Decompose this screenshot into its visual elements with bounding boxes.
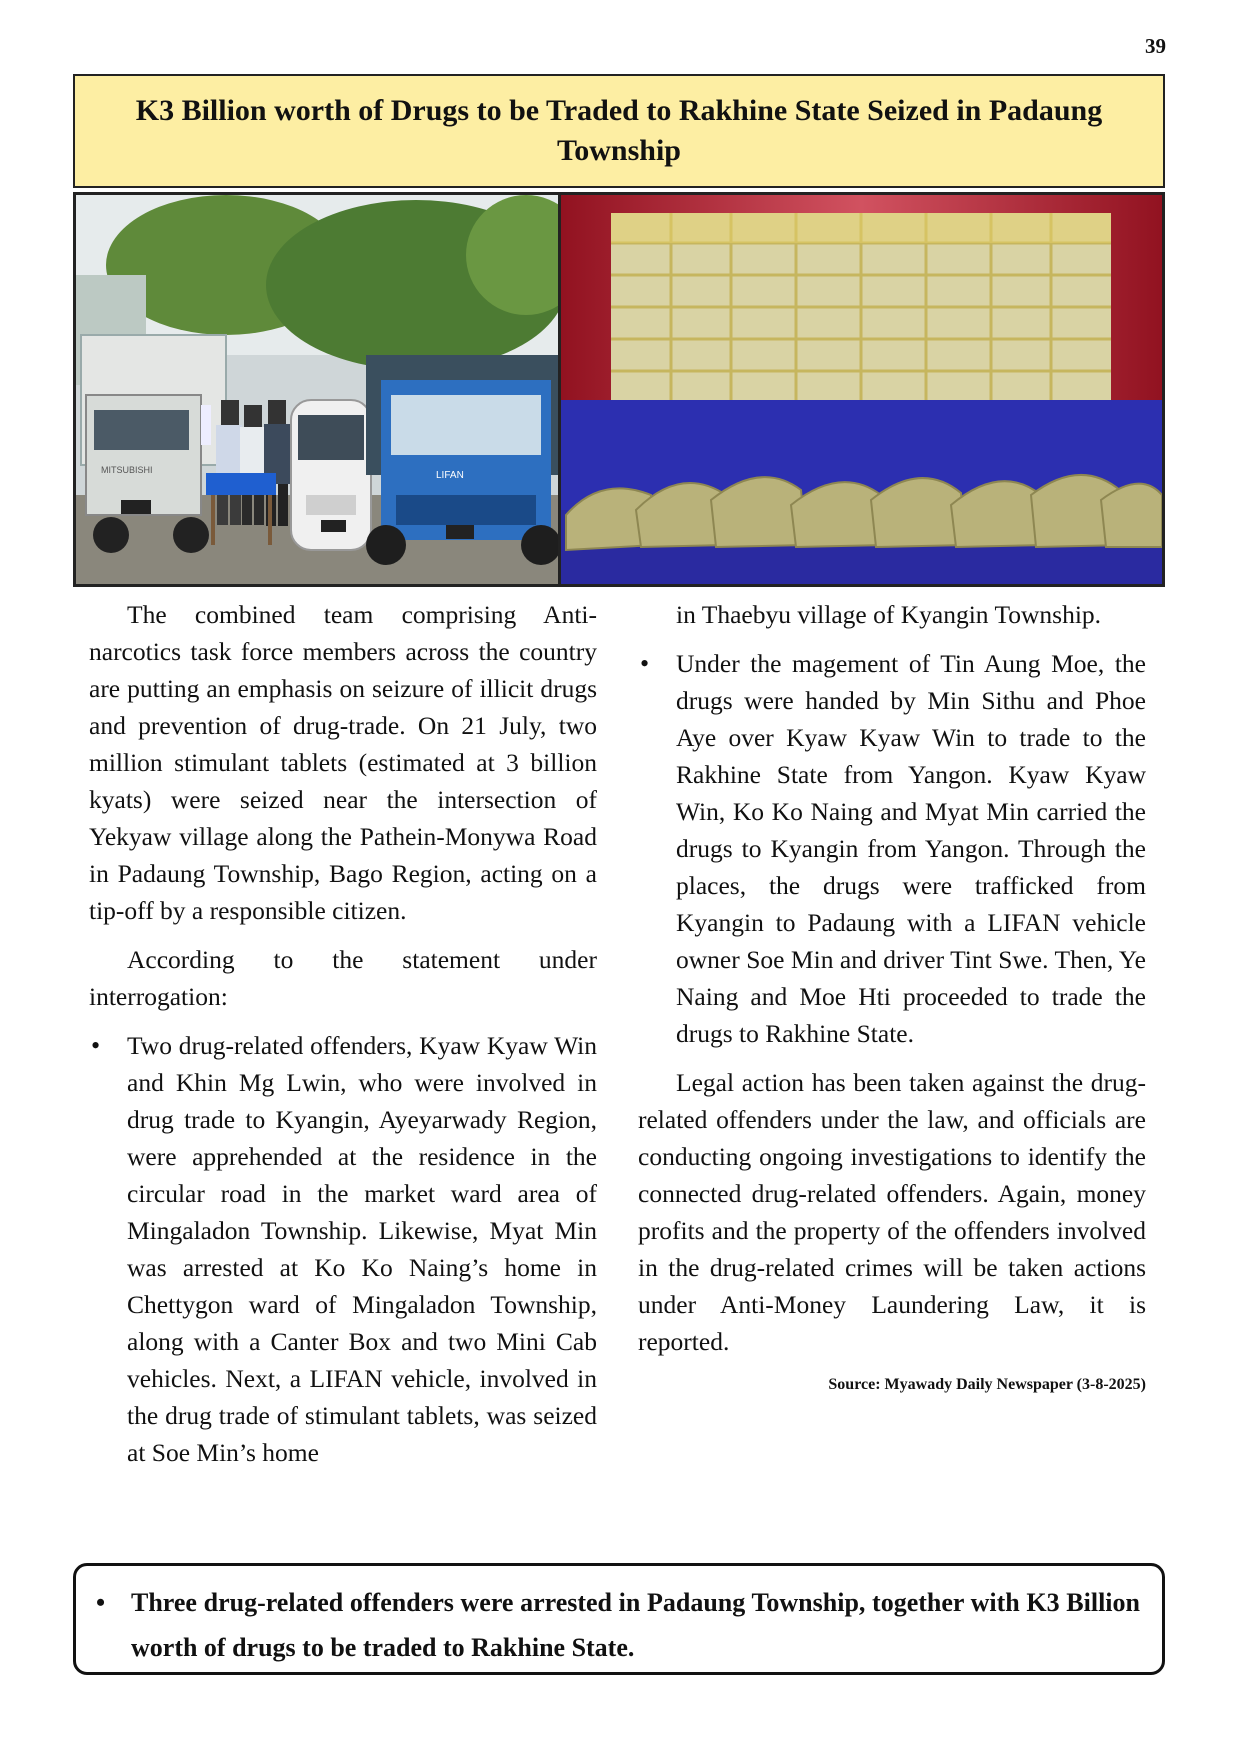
- truck-brand-text: MITSUBISHI: [101, 465, 153, 475]
- statement-bullet-1: • Two drug-related offenders, Kyaw Kyaw Win and Khin Mg Lwin, who were involved in drug trade to Kyangin, Ayeyarwady Region, were apprehended at the residence in the circular road in the market ward area of Mingaladon Township. Likewise, Myat Min was arrested at Ko Ko Naing’s home in Chettygon ward of Mingaladon Township, along with a Canter Box and two Mini Cab vehicles. Next, a LIFAN vehicle, involved in the drug trade of stimulant tablets, was seized at Soe Min’s home: [89, 1027, 597, 1471]
- summary-box: [73, 1563, 1165, 1675]
- source-credit: Source: Myawady Daily Newspaper (3-8-2025): [828, 1376, 1146, 1393]
- article-title: K3 Billion worth of Drugs to be Traded to Rakhine State Seized in Padaung Township: [135, 94, 1103, 167]
- seized-drugs-photo: [561, 195, 1162, 584]
- article-paragraph-2: According to the statement under interrogation:: [89, 945, 597, 1011]
- statement-bullet-1-continued: in Thaebyu village of Kyangin Township.: [676, 600, 1102, 629]
- drug-packages-stack: [611, 213, 1111, 403]
- article-right-column: [638, 596, 1146, 1396]
- truck-brand-lifan: LIFAN: [436, 470, 464, 481]
- article-paragraph-1: The combined team comprising Anti-narcotics task force members across the country are putting an emphasis on seizure of illicit drugs and prevention of drug-trade. On 21 July, two million stimulant tablets (estimated at 3 billion kyats) were seized near the intersection of Yekyaw village along the Pathein-Monywa Road in Padaung Township, Bago Region, acting on a tip-off by a responsible citizen.: [89, 600, 597, 925]
- statement-list-continued: [638, 645, 1146, 1052]
- photo-strip: [73, 192, 1165, 587]
- seized-vehicles-illustration: [76, 195, 558, 584]
- bullet-icon: •: [96, 1588, 106, 1617]
- article-left-column: [89, 596, 597, 1483]
- statement-list: [89, 1027, 597, 1471]
- summary-bullet: [96, 1580, 1140, 1670]
- seized-drugs-illustration: [561, 195, 1162, 584]
- article-paragraph-3: Legal action has been taken against the drug-related offenders under the law, and officials are conducting ongoing investigations to identify the connected drug-related offenders. Again, money profits and the property of the offenders involved in the drug-related crimes will be taken actions under Anti-Money Laundering Law, it is reported.: [638, 1068, 1146, 1356]
- article-title-box: [73, 74, 1165, 188]
- page-number: 39: [1145, 34, 1166, 58]
- statement-bullet-2: • Under the magement of Tin Aung Moe, the drugs were handed by Min Sithu and Phoe Aye over Kyaw Kyaw Win to trade to the Rakhine State from Yangon. Kyaw Kyaw Win, Ko Ko Naing and Myat Min carried the drugs to Kyangin from Yangon. Through the places, the drugs were trafficked from Kyangin to Padaung with a LIFAN vehicle owner Soe Min and driver Tint Swe. Then, Ye Naing and Moe Hti proceeded to trade the drugs to Rakhine State.: [638, 645, 1146, 1052]
- summary-text: Three drug-related offenders were arrested in Padaung Township, together with K3 Billion worth of drugs to be traded to Rakhine State.: [131, 1588, 1140, 1662]
- seized-vehicles-photo: [76, 195, 558, 584]
